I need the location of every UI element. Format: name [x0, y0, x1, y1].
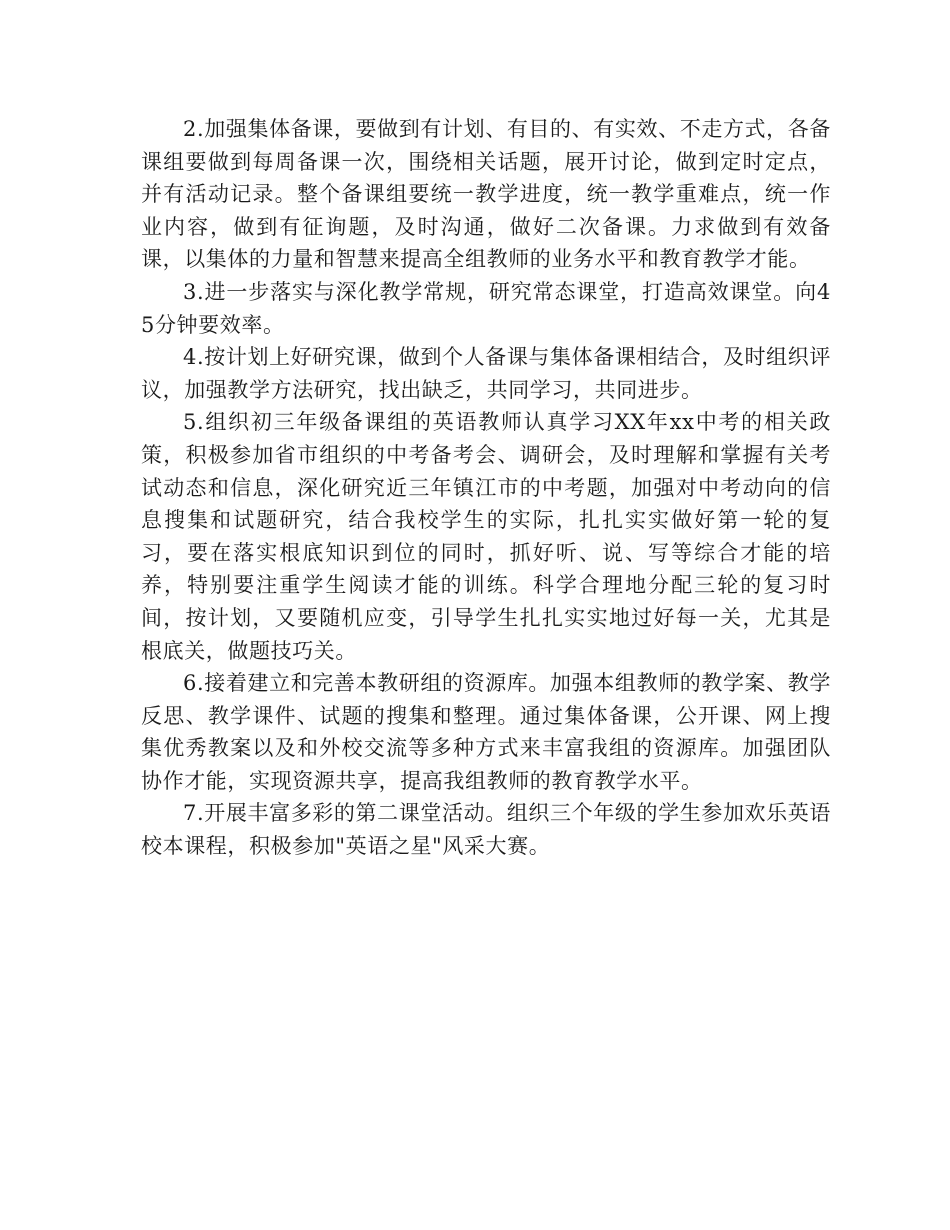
paragraph-item-5: 5.组织初三年级备课组的英语教师认真学习XX年xx中考的相关政策，积极参加省市组织的中考备考会、调研会，及时理解和掌握有关考试动态和信息，深化研究近三年镇江市的中考题，加强对中考动向的信息搜集和试题研究，结合我校学生的实际，扎扎实实做好第一轮的复习，要在落实根底知识到位的同时，抓好听、说、写等综合才能的培养，特别要注重学生阅读才能的训练。科学合理地分配三轮的复习时间，按计划，又要随机应变，引导学生扎扎实实地过好每一关，尤其是根底关，做题技巧关。 [141, 410, 831, 663]
paragraph-item-2: 2.加强集体备课，要做到有计划、有目的、有实效、不走方式，各备课组要做到每周备课一次，围绕相关话题，展开讨论，做到定时定点，并有活动记录。整个备课组要统一教学进度，统一教学重难点，统一作业内容，做到有征询题，及时沟通，做好二次备课。力求做到有效备课，以集体的力量和智慧来提高全组教师的业务水平和教育教学才能。 [141, 117, 831, 272]
paragraph-item-3: 3.进一步落实与深化教学常规，研究常态课堂，打造高效课堂。向45分钟要效率。 [141, 279, 831, 337]
paragraph-item-6: 6.接着建立和完善本教研组的资源库。加强本组教师的教学案、教学反思、教学课件、试题的搜集和整理。通过集体备课，公开课、网上搜集优秀教案以及和外校交流等多种方式来丰富我组的资源库。加强团队协作才能，实现资源共享，提高我组教师的教育教学水平。 [141, 671, 831, 793]
paragraph-item-7: 7.开展丰富多彩的第二课堂活动。组织三个年级的学生参加欢乐英语校本课程，积极参加"英语之星"风采大赛。 [141, 801, 831, 859]
paragraph-item-4: 4.按计划上好研究课，做到个人备课与集体备课相结合，及时组织评议，加强教学方法研究，找出缺乏，共同学习，共同进步。 [141, 345, 831, 402]
document-body [141, 113, 831, 863]
